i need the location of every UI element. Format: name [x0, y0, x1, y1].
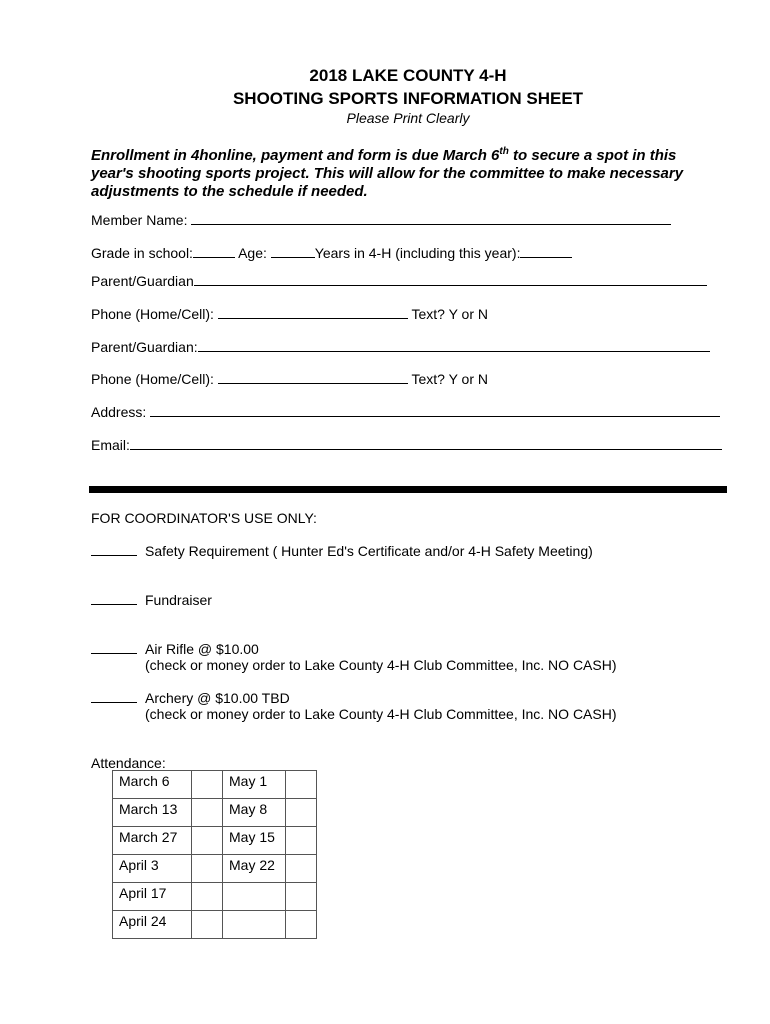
phone1-row: [91, 306, 488, 322]
parent1-field[interactable]: [194, 273, 707, 286]
attendance-row: [113, 771, 317, 799]
phone2-field[interactable]: [218, 371, 408, 384]
attendance-checkbox[interactable]: [192, 883, 223, 911]
attendance-date: May 15: [223, 827, 286, 855]
age-label: Age:: [238, 245, 267, 261]
section-divider: [89, 486, 727, 493]
air-rifle-note: (check or money order to Lake County 4-H Club Committee, Inc. NO CASH): [145, 657, 617, 673]
safety-label: Safety Requirement ( Hunter Ed's Certificate and/or 4-H Safety Meeting): [145, 543, 593, 559]
form-title-line2: SHOOTING SPORTS INFORMATION SHEET: [232, 89, 584, 108]
parent2-field[interactable]: [198, 339, 710, 352]
member-name-field[interactable]: [191, 212, 671, 225]
email-row: [91, 437, 722, 453]
member-name-label: Member Name:: [91, 212, 188, 228]
text2-option[interactable]: Text? Y or N: [411, 371, 488, 387]
phone2-label: Phone (Home/Cell):: [91, 371, 214, 387]
air-rifle-checkline[interactable]: [91, 641, 137, 654]
attendance-row: [113, 827, 317, 855]
attendance-row: [113, 799, 317, 827]
text1-option[interactable]: Text? Y or N: [411, 306, 488, 322]
attendance-checkbox[interactable]: [286, 883, 317, 911]
archery-label: Archery @ $10.00 TBD: [145, 690, 290, 706]
attendance-date: May 1: [223, 771, 286, 799]
attendance-checkbox[interactable]: [192, 827, 223, 855]
form-title-line1: 2018 LAKE COUNTY 4-H: [309, 66, 507, 85]
address-field[interactable]: [150, 404, 720, 417]
form-subtitle: Please Print Clearly: [346, 110, 470, 126]
enrollment-notice: Enrollment in 4honline, payment and form is due March 6th to secure a spot in this year's shooting sports project. This will allow for the committee to make necessary adjustments to the schedule if needed.: [91, 146, 684, 200]
air-rifle-row: [91, 641, 259, 657]
archery-checkline[interactable]: [91, 690, 137, 703]
address-label: Address:: [91, 404, 147, 420]
parent1-row: [91, 273, 707, 289]
attendance-date: April 3: [113, 855, 192, 883]
attendance-checkbox[interactable]: [192, 771, 223, 799]
attendance-date: [223, 911, 286, 939]
attendance-checkbox[interactable]: [286, 855, 317, 883]
years-field[interactable]: [520, 245, 572, 258]
attendance-row: [113, 883, 317, 911]
parent2-row: [91, 339, 710, 355]
air-rifle-label: Air Rifle @ $10.00: [145, 641, 259, 657]
address-row: [91, 404, 720, 420]
member-name-row: [91, 212, 671, 228]
attendance-row: [113, 855, 317, 883]
fundraiser-checkline[interactable]: [91, 592, 137, 605]
attendance-date: March 13: [113, 799, 192, 827]
attendance-checkbox[interactable]: [286, 771, 317, 799]
attendance-checkbox[interactable]: [192, 799, 223, 827]
grade-field[interactable]: [193, 245, 235, 258]
parent1-label: Parent/Guardian: [91, 273, 194, 289]
attendance-checkbox[interactable]: [192, 911, 223, 939]
coordinator-heading: FOR COORDINATOR'S USE ONLY:: [91, 510, 317, 526]
safety-checkline[interactable]: [91, 543, 137, 556]
attendance-date: [223, 883, 286, 911]
attendance-table: [112, 770, 317, 939]
parent2-label: Parent/Guardian:: [91, 339, 198, 355]
fundraiser-label: Fundraiser: [145, 592, 212, 608]
archery-note: (check or money order to Lake County 4-H Club Committee, Inc. NO CASH): [145, 706, 617, 722]
email-field[interactable]: [130, 437, 722, 450]
phone2-row: [91, 371, 488, 387]
attendance-checkbox[interactable]: [286, 827, 317, 855]
age-field[interactable]: [271, 245, 315, 258]
attendance-date: May 8: [223, 799, 286, 827]
attendance-row: [113, 911, 317, 939]
safety-row: [91, 543, 593, 559]
fundraiser-row: [91, 592, 212, 608]
phone1-field[interactable]: [218, 306, 408, 319]
email-label: Email:: [91, 437, 130, 453]
years-label: Years in 4-H (including this year):: [314, 245, 521, 261]
attendance-checkbox[interactable]: [286, 911, 317, 939]
attendance-checkbox[interactable]: [286, 799, 317, 827]
attendance-date: March 27: [113, 827, 192, 855]
attendance-date: March 6: [113, 771, 192, 799]
attendance-date: May 22: [223, 855, 286, 883]
archery-row: [91, 690, 290, 706]
attendance-date: April 17: [113, 883, 192, 911]
attendance-label: Attendance:: [91, 755, 166, 771]
attendance-checkbox[interactable]: [192, 855, 223, 883]
grade-age-row: [91, 245, 572, 261]
attendance-date: April 24: [113, 911, 192, 939]
phone1-label: Phone (Home/Cell):: [91, 306, 214, 322]
grade-label: Grade in school:: [91, 245, 193, 261]
